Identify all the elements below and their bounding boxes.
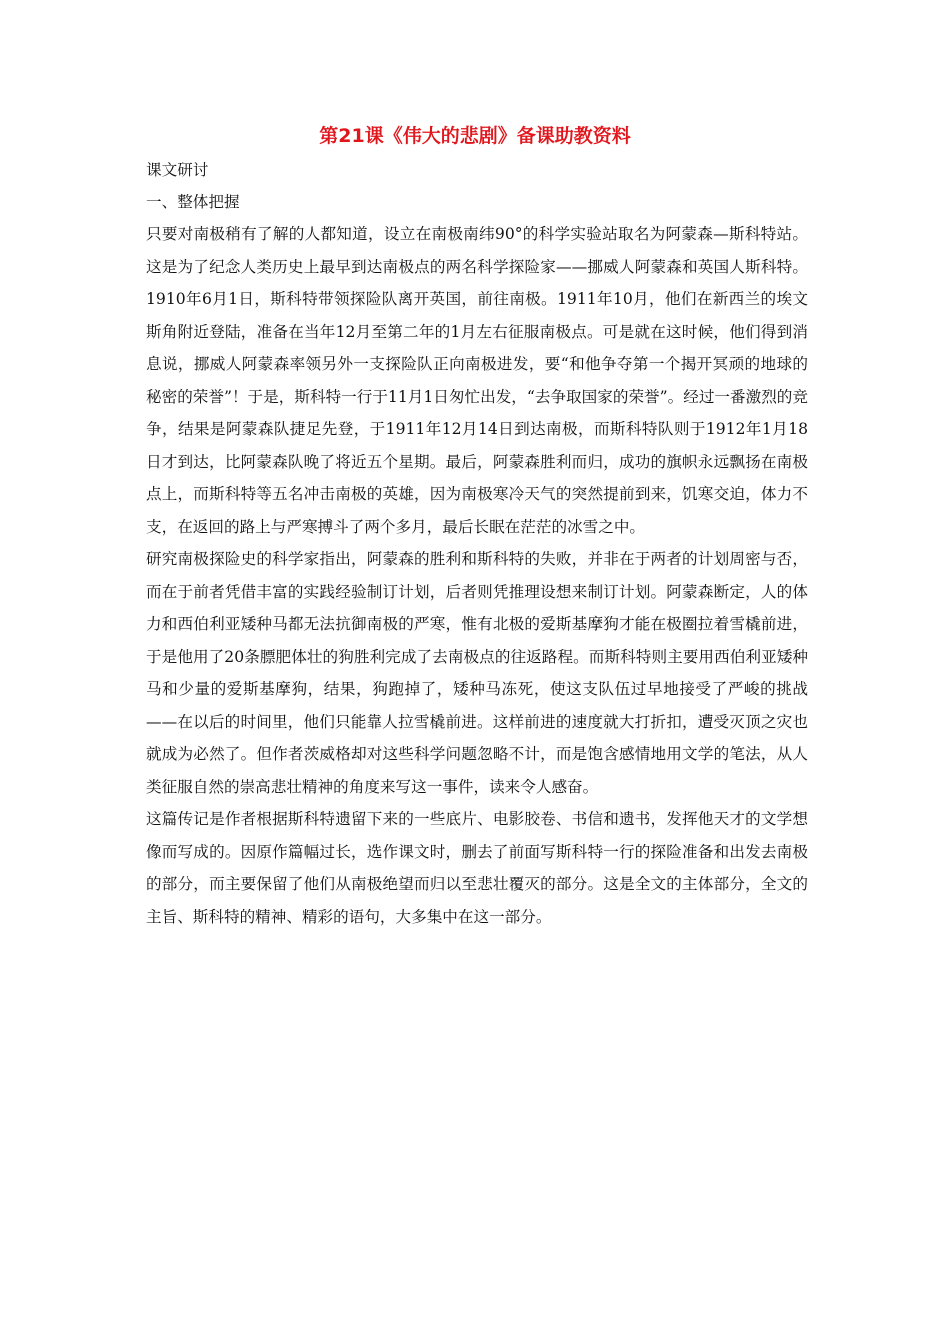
paragraph: 这篇传记是作者根据斯科特遗留下来的一些底片、电影胶卷、书信和遗书，发挥他天才的文学想像而写成的。因原作篇幅过长，选作课文时，删去了前面写斯科特一行的探险准备和出发去南极的部分，而主要保留了他们从南极绝望而归以至悲壮覆灭的部分。这是全文的主体部分，全文的主旨、斯科特的精神、精彩的语句，大多集中在这一部分。 (146, 810, 808, 926)
document-title: 第21课《伟大的悲剧》备课助教资料 (319, 125, 631, 147)
document-body (146, 154, 808, 933)
paragraph: 只要对南极稍有了解的人都知道，设立在南极南纬90°的科学实验站取名为阿蒙森—斯科特站。这是为了纪念人类历史上最早到达南极点的两名科学探险家——挪威人阿蒙森和英国人斯科特。1910年6月1日，斯科特带领探险队离开英国，前往南极。1911年10月，他们在新西兰的埃文斯角附近登陆，准备在当年12月至第二年的1月左右征服南极点。可是就在这时候，他们得到消息说，挪威人阿蒙森率领另外一支探险队正向南极进发，要“和他争夺第一个揭开冥顽的地球的秘密的荣誉”！于是，斯科特一行于11月1日匆忙出发，“去争取国家的荣誉”。经过一番激烈的竞争，结果是阿蒙森队捷足先登，于1911年12月14日到达南极，而斯科特队则于1912年1月18日才到达，比阿蒙森队晚了将近五个星期。最后，阿蒙森胜利而归，成功的旗帜永远飘扬在南极点上，而斯科特等五名冲击南极的英雄，因为南极寒冷天气的突然提前到来，饥寒交迫，体力不支，在返回的路上与严寒搏斗了两个多月，最后长眠在茫茫的冰雪之中。 (146, 225, 808, 536)
section-heading: 课文研讨 (146, 161, 209, 179)
paragraph: 研究南极探险史的科学家指出，阿蒙森的胜利和斯科特的失败，并非在于两者的计划周密与否，而在于前者凭借丰富的实践经验制订计划，后者则凭推理设想来制订计划。阿蒙森断定，人的体力和西伯利亚矮种马都无法抗御南极的严寒，惟有北极的爱斯基摩狗才能在极圈拉着雪橇前进，于是他用了20条膘肥体壮的狗胜利完成了去南极点的往返路程。而斯科特则主要用西伯利亚矮种马和少量的爱斯基摩狗，结果，狗跑掉了，矮种马冻死，使这支队伍过早地接受了严峻的挑战——在以后的时间里，他们只能靠人拉雪橇前进。这样前进的速度就大打折扣，遭受灭顶之灾也就成为必然了。但作者茨威格却对这些科学问题忽略不计，而是饱含感情地用文学的笔法，从人类征服自然的崇高悲壮精神的角度来写这一事件，读来令人感奋。 (146, 550, 808, 796)
subsection-heading: 一、整体把握 (146, 193, 240, 211)
